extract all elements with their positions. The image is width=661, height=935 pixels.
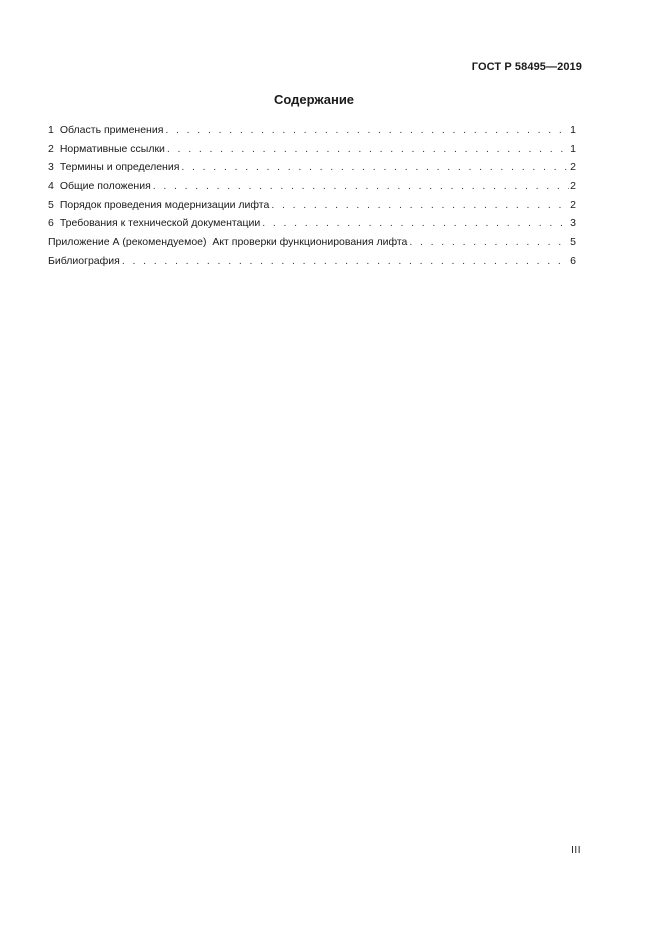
toc-entry-bibliography[interactable] [48, 254, 576, 273]
toc-dot-leader [122, 254, 569, 268]
toc-entry-label: Требования к технической документации [59, 217, 261, 230]
toc-entry-number: 1 [48, 124, 54, 136]
table-of-contents [48, 123, 576, 273]
toc-dot-leader [271, 198, 569, 212]
toc-dot-leader [262, 216, 569, 230]
toc-entry[interactable] [48, 142, 576, 161]
toc-dot-leader [409, 235, 569, 249]
toc-entry-appendix[interactable] [48, 235, 576, 254]
toc-dot-leader [181, 160, 569, 174]
toc-entry-label: Порядок проведения модернизации лифта [59, 198, 270, 211]
toc-entry-label: Общие положения [59, 180, 151, 193]
toc-entry-page: 1 [570, 142, 576, 155]
toc-entry-page: 3 [570, 217, 576, 230]
toc-entry[interactable] [48, 216, 576, 235]
toc-dot-leader [153, 179, 569, 193]
toc-entry[interactable] [48, 179, 576, 198]
toc-entry-number: 2 [48, 142, 54, 155]
toc-entry-page: 1 [570, 124, 576, 136]
toc-entry-label: Нормативные ссылки [59, 142, 165, 155]
toc-entry-number: 3 [48, 161, 54, 174]
toc-entry-page: 2 [570, 180, 576, 193]
toc-entry-number: 5 [48, 198, 54, 211]
toc-entry-label: Библиография [48, 254, 120, 267]
toc-dot-leader [165, 123, 569, 137]
toc-entry-page: 6 [570, 254, 576, 267]
toc-entry[interactable] [48, 198, 576, 217]
toc-entry-page: 2 [570, 198, 576, 211]
document-code: ГОСТ Р 58495—2019 [471, 61, 582, 73]
toc-entry-page: 5 [570, 236, 576, 249]
toc-entry[interactable] [48, 123, 576, 142]
toc-title: Содержание [273, 92, 355, 107]
toc-entry-number: 6 [48, 217, 54, 230]
toc-entry-label: Термины и определения [59, 161, 180, 174]
toc-entry[interactable] [48, 160, 576, 179]
page-number: III [571, 845, 581, 856]
toc-entry-label: Область применения [59, 124, 164, 136]
toc-entry-page: 2 [570, 161, 576, 174]
toc-entry-number: 4 [48, 180, 54, 193]
toc-dot-leader [167, 142, 569, 156]
toc-entry-label: Приложение А (рекомендуемое) Акт проверки функционирования лифта [48, 236, 408, 249]
